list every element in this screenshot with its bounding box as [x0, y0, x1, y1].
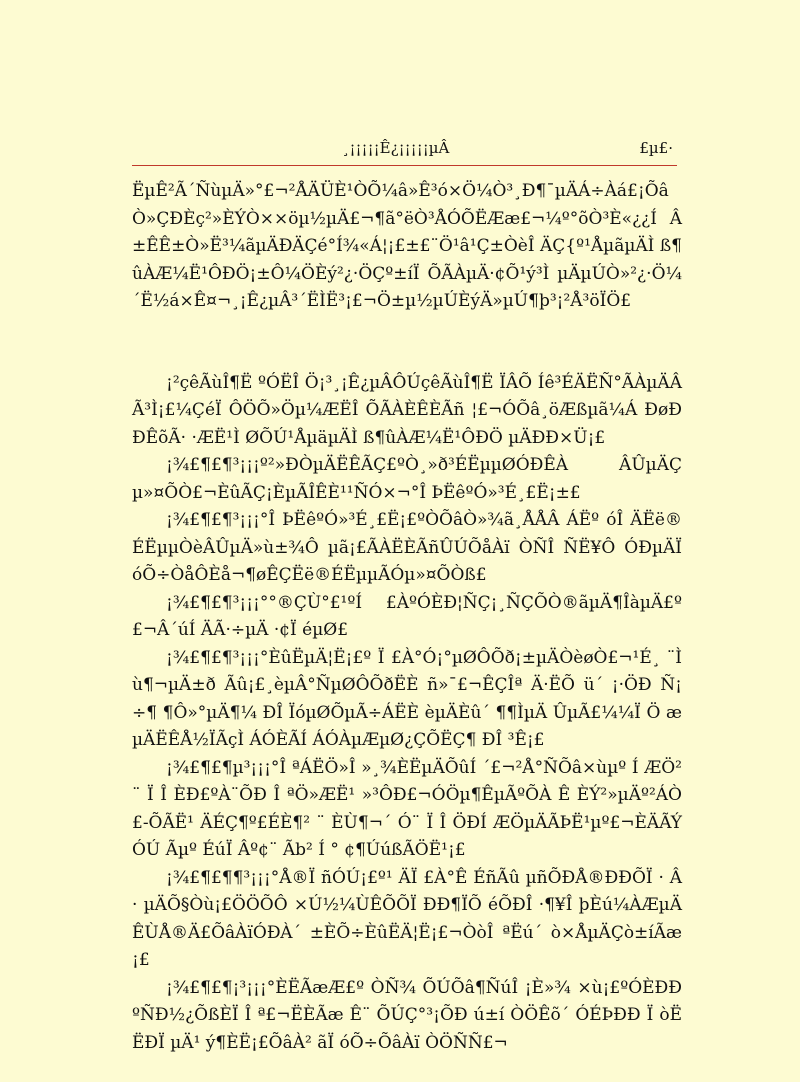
footnote-paragraph: ¡¾£¶£¶µ³¡¡¡°Î ªÁËÖ»Î »¸¾ÈËµÄÕûÍ ´£¬²Å°ÑÕâ×ùµº Í ÆÖ²¨ Ï Î ÈÐ£ºÀ¨ÕÐ Î ªÖ»ÆË¹ »³ÔÐ£¬ÓÖµ¶ÊµÃºÕÀ Ê ÈÝ²»µÄº²ÁÒ£-ÕÃË¹ ÄÉÇ¶º£ÉÈ¶² ¨ ÈÙ¶¬´ Ó¨ Ï Î ÖÐÍ ÆÖµÄÃÞË¹µº£¬ÈÄÃÝÓÚ Ãµº ÉúÏ Âº¢¨ Ãb² Í ° ¢¶ÚúßÃÖË¹¡£ — [132, 757, 682, 860]
footnote-paragraph: ¡¾£¶£¶³¡¡¡°Î ÞËêºÓ»³É¸£Ë¡£ºÒÕâÒ»¾ã¸ÅÅÂ ÁËº óÎ ÄËë®ÉËµµÒèÂÛµÄ»ù±¾Ô µã¡£ÃÀËÈÃñÛÚÕåÀï ÒÑÎ ÑË¥Ô ÓÐµÄÏ óÕ÷ÒåÔÈå¬¶øÊÇËë®ÉËµµÃÓµ»¤ÕÒß£ — [132, 510, 682, 585]
paragraph: ¡²çêÃùÎ¶Ë ºÓËÎ Ö¡³¸¡Ê¿µÂÔÚçêÃùÎ¶Ë ÏÂÕ Íê³ÉÄËÑ°ÃÀµÄÂÃ³Ì¡£¼ÇéÏ ÔÖÕ»Öµ¼ÆËÎ ÕÃÀÈÊÈÃñ ¦£¬ÓÕâ¸öÆßµã¼Á ÐøÐÐÊõÃ· ·ÆË¹Ì ØÕÚ¹ÅµäµÄÌ ß¶ûÀÆ¼Ë¹ÔÐÖ µÄÐÐ×Ü¡£ — [132, 372, 682, 448]
running-header — [132, 139, 677, 166]
footnote-paragraph: ¡¾£¶£¶¡³¡¡¡°ÈËÃæÆ£º ÒÑ¾ ÕÚÕâ¶ÑúÎ ¡È»¾ ×ù¡£ºÓÈÐÐºÑÐ½¿ÕßÈÏ Î ª£¬ËÈÃæ Ê¨ ÕÚÇ°³¡ÕÐ ú±í ÒÖÊõ´ ÓÉÞÐÐ Ï òËËÐÏ µÄ¹ ý¶ÈË¡£ÕâÀ² ãÏ óÕ÷ÕâÀï ÒÖÑÑ£¬ — [132, 977, 682, 1053]
footnote-paragraph: ¡¾£¶£¶³¡¡¡º²»ÐÒµÄËÊÃÇ£ºÒ¸»ð³ÉËµµØÓÐÊÀ ÂÛµÄÇµ»¤ÕÒ£¬ÈûÃÇ¡ÈµÃÎÊÈ¹¹ÑÓ×¬°Î ÞËêºÓ»³É¸£Ë¡±£ — [132, 455, 682, 503]
page-number: £µ£· — [639, 139, 673, 157]
footnote-paragraph: ¡¾£¶£¶³¡¡¡°°®ÇÙ°£¹ºÍ £ÀºÓÈÐ¦ÑÇ¡¸ÑÇÕÒ®ãµÄ¶ÎàµÄ£º£¬Â´úÍ ÄÃ·÷µÄ ·¢Ï éµØ£ — [132, 592, 682, 640]
body-text — [132, 178, 682, 1057]
footnote-paragraph: ¡¾£¶£¶³¡¡¡°ÈûËµÄ¦Ë¡£º Ï £À°Ó¡°µØÔÕð¡±µÄÒèøÒ£¬¹É¸ ¨Ìù¶¬µÄ±ð Ãû¡£¸èµÂ°ÑµØÔÕðËÈ ñ»¯£¬ÊÇÎª Ä·ËÕ ü´ ¡·ÖÐ Ñ¡ ÷¶ ¶Ô»°µÄ¶¼ ÐÎ ÏóµØÕµÃ÷ÁËÈ èµÄÈû´ ¶¶ÌµÄ ÛµÃ£¼¼Ï Ö æµÄËÊÅ½ÏÃçÌ ÁÓÈÃÍ ÁÓÀµÆµØ¿ÇÕËÇ¶ ÐÎ ³Ê¡£ — [132, 647, 682, 750]
header-title: ¸¡¡¡¡¡Ê¿¡¡¡¡¡µÂ — [342, 139, 450, 157]
footnote-paragraph: ¡¾£¶£¶¶³¡¡¡°Å®Ï ñÓÚ¡£º¹ ÄÏ £À°Ê ÉñÃû µñÕÐÅ®ÐÐÕÏ · Â· µÄÕ§Òù¡£ÖÖÕÔ ×Ú½¼ÙÊÕÕÏ ÐÐ¶ÏÕ éÕÐÎ ·¶¥Î þÈú¼ÀÆµÄÊÙÅ®Ä£ÕâÀïÓÐÀ´ ±ÈÕ÷ÈûËÄ¦Ë¡£¬ÒòÎ ªËú´ ò×ÅµÄÇò±íÃæ¡£ — [132, 867, 682, 970]
paragraph: ËµÊ²Ã´ÑùµÄ»°£¬²ÅÄÜÈ¹ÒÕ¼â»Ê³ó×Ö¼Ò³¸Ð¶¯µÄÁ÷Àá£¡ÕâÒ»ÇÐÈç²»ÈÝÒ××öµ½µÄ£¬¶ã°ëÒ³ÅÓÕËÆæ£¬¼º°õÒ³È«¿¿Í Â±ÊÊ±Ò»Ë³¼ãµÄÐÄÇé°Í¾«Á¦¡£±£¨Ö¹â¹Ç±ÒèÎ ÄÇ{º¹ÅµãµÄÌ ß¶ûÀÆ¼Ë¹ÔÐÖ¡±Ô¼ÖÈý²¿·ÖÇº±íÏ ÕÃÀµÄ·¢Õ¹ý³Ì µÄµÚÒ»²¿·Ö¼´Ë½á×Ê¤¬¸¡Ê¿µÂ³´ËÌË³¡£¬Ö±µ½µÚÈýÄ»µÚ¶þ³¡²Å³öÏÖ£ — [132, 181, 682, 311]
